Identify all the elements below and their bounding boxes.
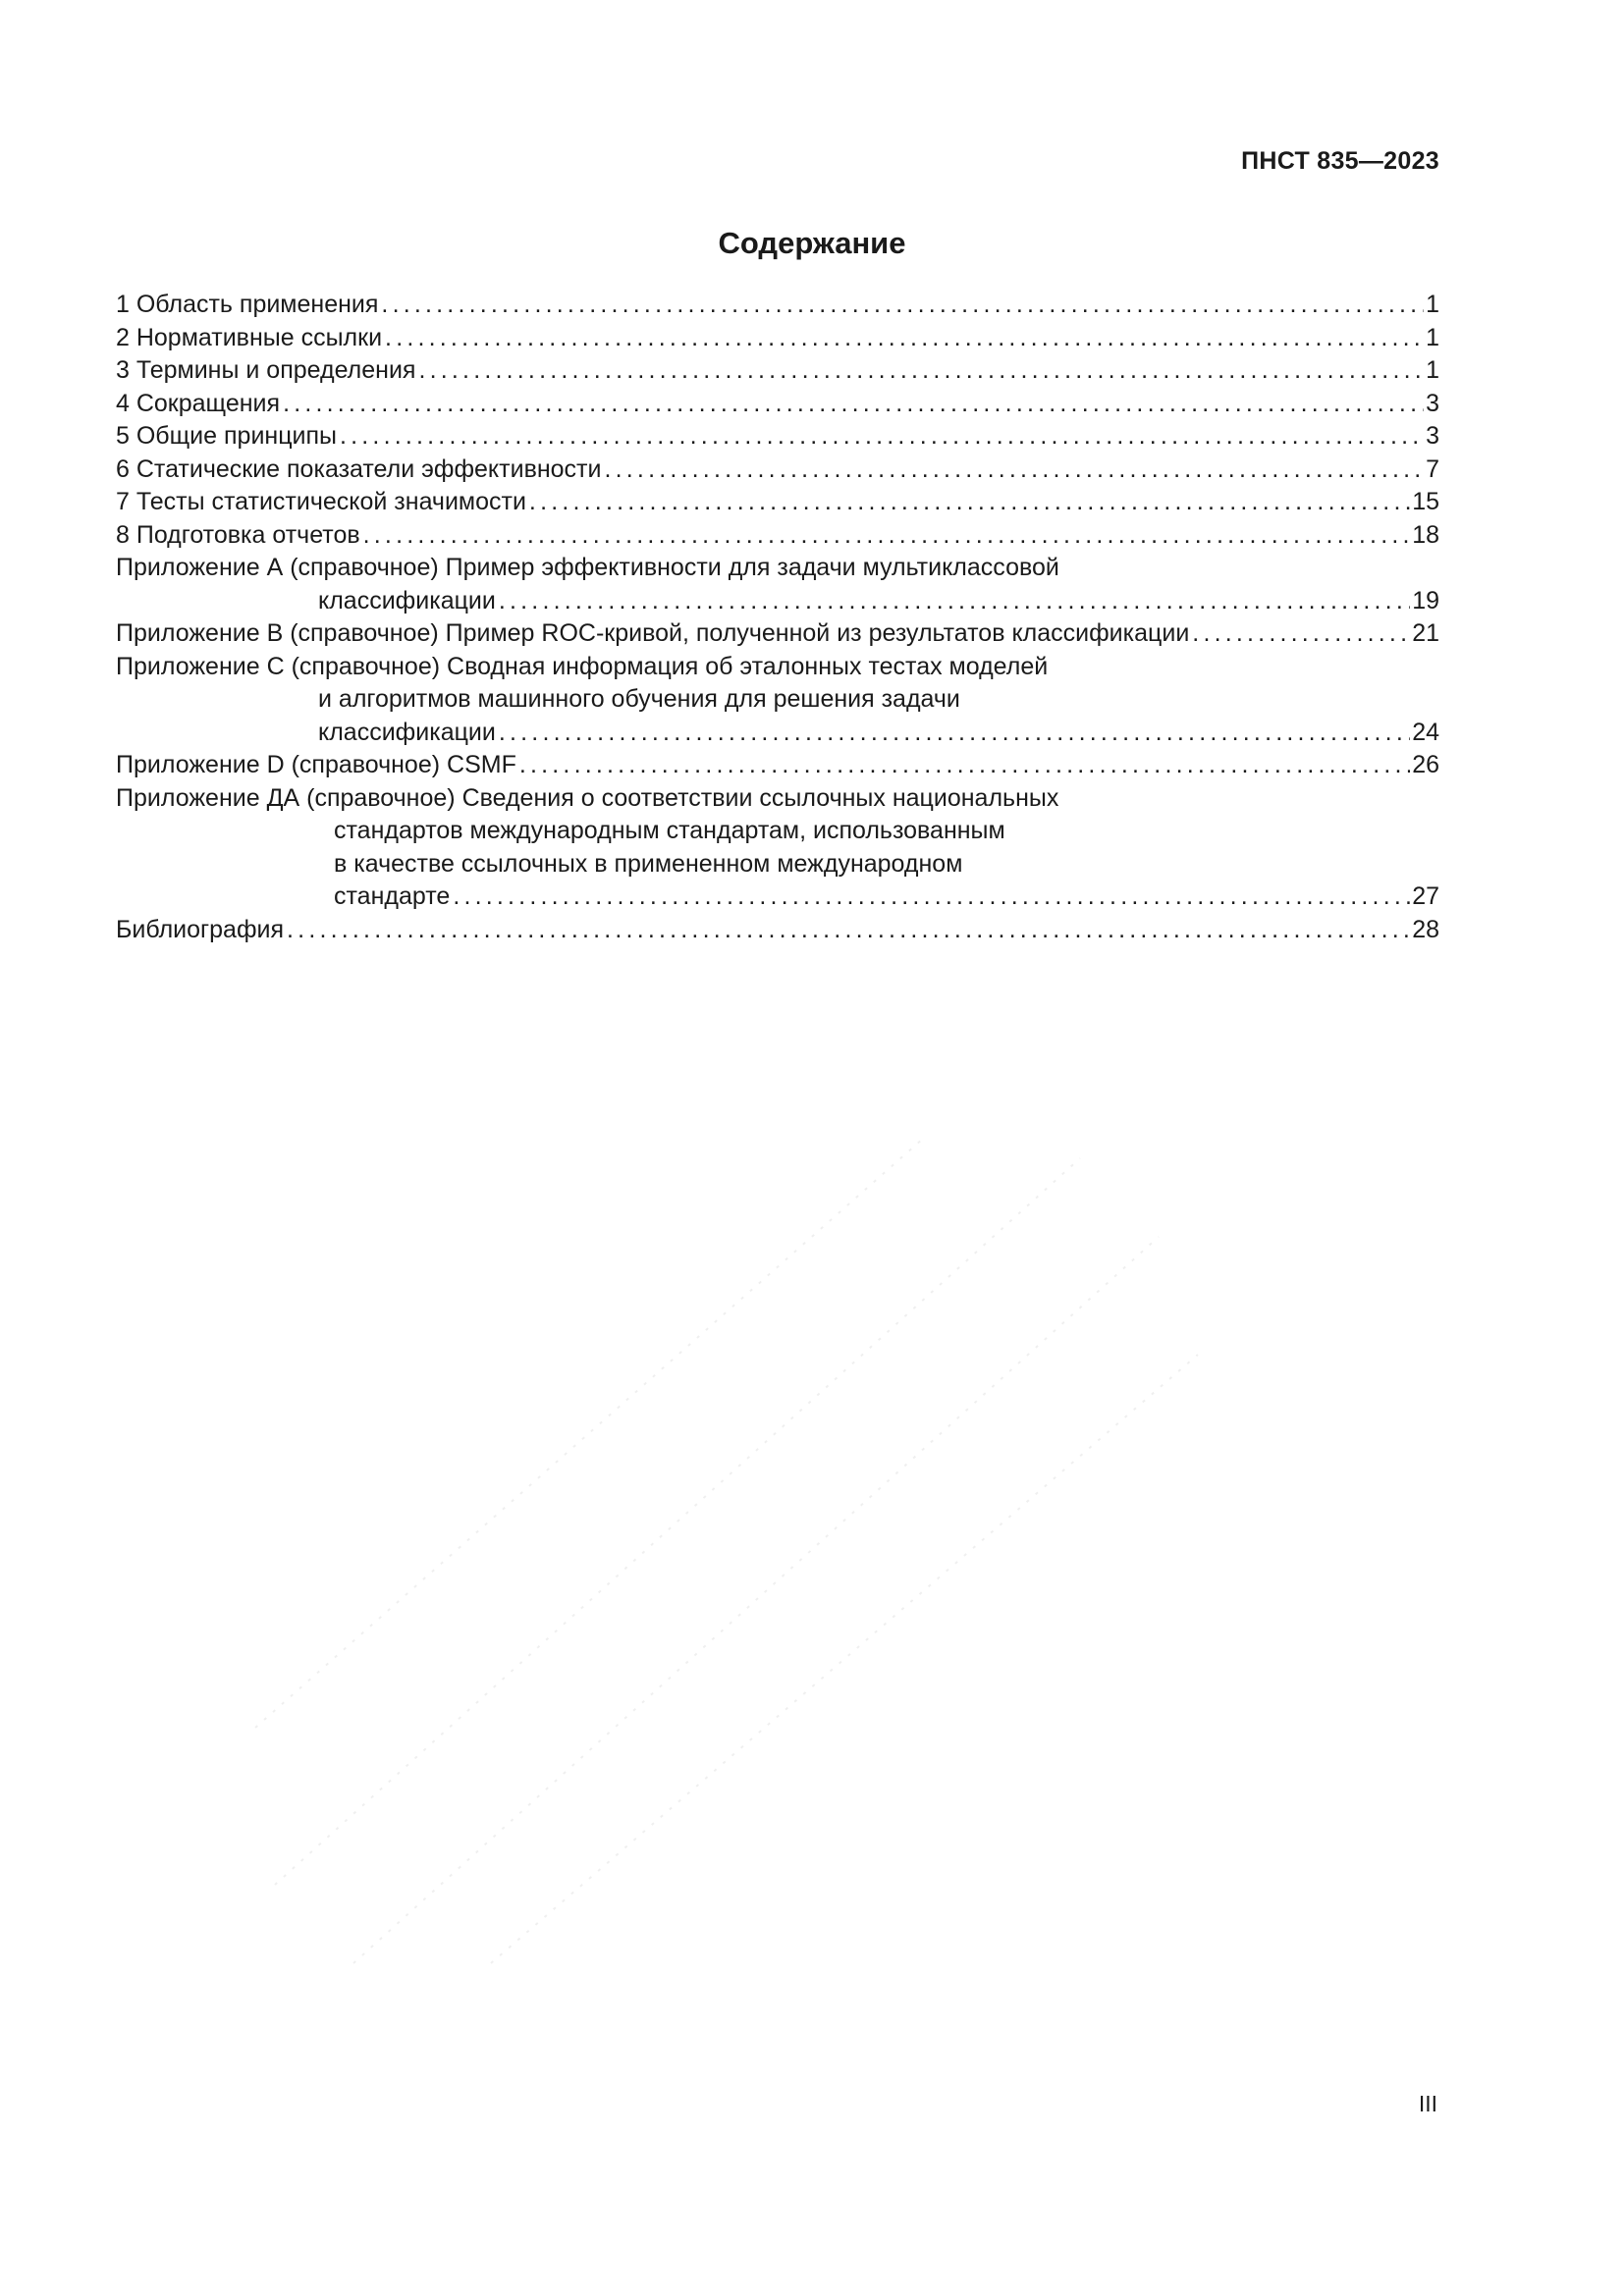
toc-leader-dots xyxy=(516,749,1410,782)
toc-page-number: 1 xyxy=(1426,291,1439,318)
toc-leader-dots xyxy=(415,354,1424,388)
toc-leader-dots xyxy=(450,881,1410,914)
toc-entry-general-principles[interactable] xyxy=(116,420,1439,454)
toc-entry-label-continuation: в качестве ссылочных в примененном международном xyxy=(334,849,963,878)
toc-entry-label: 4 Сокращения xyxy=(116,389,281,417)
toc-entry-label: 2 Нормативные ссылки xyxy=(116,323,383,351)
toc-entry-label: 1 Область применения xyxy=(116,291,379,318)
toc-page-number: 7 xyxy=(1426,454,1439,483)
toc-leader-dots xyxy=(280,388,1424,421)
toc-entry-appendix-d[interactable] xyxy=(116,749,1439,782)
table-of-contents xyxy=(116,289,1439,946)
toc-entry-label-continuation: стандартов международным стандартам, использованным xyxy=(334,817,1005,844)
toc-page-number: 1 xyxy=(1426,323,1439,351)
toc-page-number: 1 xyxy=(1426,356,1439,384)
toc-entry-label-continuation: классификации xyxy=(318,718,496,746)
toc-entry-performance-metrics[interactable] xyxy=(116,454,1439,487)
toc-entry-label: 6 Статические показатели эффективности xyxy=(116,454,602,483)
toc-page-number: 19 xyxy=(1412,586,1439,614)
toc-leader-dots xyxy=(337,420,1424,454)
toc-entry-label: 3 Термины и определения xyxy=(116,356,416,384)
toc-entry-label: Приложение С (справочное) Сводная информация об эталонных тестах моделей xyxy=(116,652,1049,680)
toc-page-number: 26 xyxy=(1412,751,1439,778)
toc-leader-dots xyxy=(496,585,1410,618)
toc-leader-dots xyxy=(526,486,1410,519)
toc-entry-terms-definitions[interactable] xyxy=(116,354,1439,388)
toc-leader-dots xyxy=(382,322,1424,355)
toc-leader-dots xyxy=(1189,617,1410,651)
toc-page-number: 24 xyxy=(1412,718,1439,746)
toc-leader-dots xyxy=(496,717,1410,750)
toc-leader-dots xyxy=(601,454,1424,487)
toc-leader-dots xyxy=(360,519,1411,553)
toc-entry-label: Библиография xyxy=(116,915,285,943)
toc-entry-label: Приложение А (справочное) Пример эффективности для задачи мультиклассовой xyxy=(116,554,1059,581)
toc-entry-appendix-a[interactable] xyxy=(116,552,1439,617)
toc-entry-significance-tests[interactable] xyxy=(116,486,1439,519)
toc-entry-label: Приложение ДА (справочное) Сведения о соответствии ссылочных национальных xyxy=(116,783,1059,812)
toc-page-number: 28 xyxy=(1412,915,1439,943)
toc-entry-appendix-da[interactable] xyxy=(116,782,1439,914)
toc-entry-label: 7 Тесты статистической значимости xyxy=(116,488,526,515)
toc-entry-label-continuation: стандарте xyxy=(334,882,451,910)
toc-entry-label-continuation: классификации xyxy=(318,586,496,614)
toc-page-number: 21 xyxy=(1412,619,1439,647)
watermark-pattern xyxy=(236,1099,1218,1983)
toc-entry-normative-references[interactable] xyxy=(116,322,1439,355)
toc-title: Содержание xyxy=(718,226,906,260)
toc-entry-label: Приложение D (справочное) CSMF xyxy=(116,751,516,778)
toc-leader-dots xyxy=(284,914,1410,947)
toc-entry-appendix-b[interactable] xyxy=(116,617,1439,651)
toc-page-number: 15 xyxy=(1412,488,1439,515)
page-number: III xyxy=(1418,2091,1437,2116)
document-code: ПНСТ 835—2023 xyxy=(1241,147,1439,175)
toc-page-number: 3 xyxy=(1426,389,1439,417)
toc-entry-label: Приложение В (справочное) Пример ROC-кривой, полученной из результатов классификации xyxy=(116,619,1190,647)
toc-page-number: 3 xyxy=(1426,422,1439,450)
toc-entry-scope[interactable] xyxy=(116,289,1439,322)
toc-entry-label: 5 Общие принципы xyxy=(116,422,337,450)
toc-page-number: 18 xyxy=(1412,520,1439,549)
toc-entry-bibliography[interactable] xyxy=(116,914,1439,947)
toc-entry-label-continuation: и алгоритмов машинного обучения для решения задачи xyxy=(318,685,960,713)
toc-entry-appendix-c[interactable] xyxy=(116,651,1439,750)
toc-leader-dots xyxy=(378,289,1424,322)
toc-entry-abbreviations[interactable] xyxy=(116,388,1439,421)
toc-entry-reporting[interactable] xyxy=(116,519,1439,553)
toc-entry-label: 8 Подготовка отчетов xyxy=(116,520,360,549)
toc-page-number: 27 xyxy=(1412,882,1439,910)
